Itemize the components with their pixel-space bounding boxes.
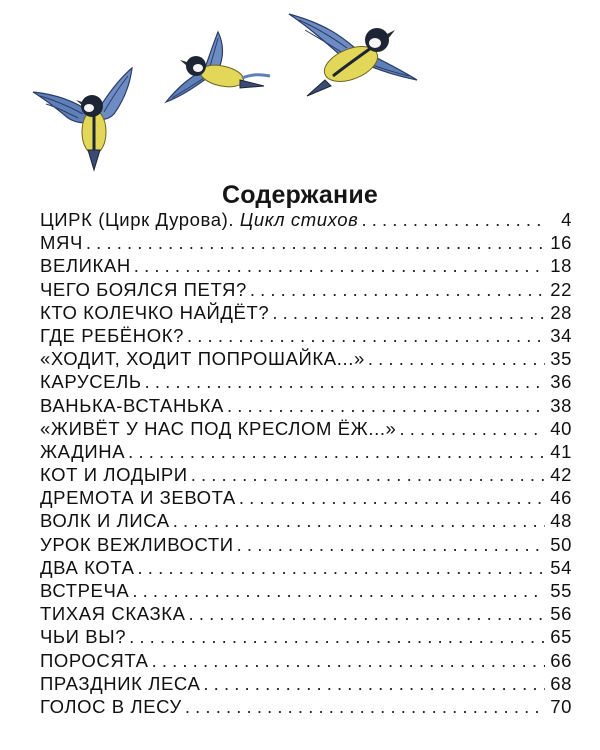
toc-entry-title: [40, 394, 224, 417]
toc-entry-title-text: КТО КОЛЕЧКО НАЙДЁТ?: [40, 301, 270, 323]
toc-entry: [40, 231, 572, 254]
toc-entry-page-number: 35: [550, 348, 572, 370]
toc-dot-leader: [189, 602, 545, 625]
toc-entry-title-text: ДРЕМОТА И ЗЕВОТА: [40, 487, 236, 509]
toc-entry-page-number: 56: [550, 603, 572, 625]
toc-entry-page-number: 66: [550, 649, 572, 671]
toc-entry-title: [40, 301, 269, 324]
toc-dot-leader: [203, 672, 545, 695]
toc-entry-page-number: 18: [550, 255, 572, 277]
toc-entry-page-number: 46: [550, 487, 572, 509]
toc-dot-leader: [128, 440, 545, 463]
toc-entry: [40, 347, 572, 370]
toc-entry-page-number: 70: [550, 695, 572, 717]
toc-entry-title-text: МЯЧ: [40, 232, 83, 254]
titmouse-bird-icon: [285, 6, 425, 101]
toc-entry-title-text: ТИХАЯ СКАЗКА: [40, 603, 186, 625]
toc-entry-title: [40, 486, 236, 509]
toc-entry-title: [40, 208, 358, 231]
table-of-contents: [40, 208, 572, 718]
toc-entry-page-number: 22: [550, 278, 572, 300]
toc-dot-leader: [227, 394, 545, 417]
toc-entry: [40, 649, 572, 672]
toc-entry: [40, 533, 572, 556]
toc-entry-title: [40, 602, 186, 625]
toc-entry-title-text: ПОРОСЯТА: [40, 649, 149, 671]
page-title: Содержание: [221, 180, 379, 209]
toc-entry-page-number: 36: [550, 371, 572, 393]
toc-entry-page-number: 41: [550, 440, 572, 462]
toc-entry: [40, 440, 572, 463]
toc-entry-title: [40, 672, 200, 695]
toc-entry: [40, 556, 572, 579]
toc-entry-title: [40, 533, 234, 556]
toc-entry: [40, 301, 572, 324]
toc-entry-title-text: «ЖИВЁТ У НАС ПОД КРЕСЛОМ ЁЖ...»: [40, 417, 397, 439]
toc-entry: [40, 417, 572, 440]
toc-entry-title: [40, 509, 170, 532]
flying-titmice-illustration: [0, 0, 600, 175]
toc-dot-leader: [138, 556, 545, 579]
toc-entry-title-text: ЧЬИ ВЫ?: [40, 626, 127, 648]
toc-entry-page-number: 68: [550, 672, 572, 694]
toc-entry-title: [40, 324, 184, 347]
toc-dot-leader: [185, 695, 545, 718]
toc-entry-page-number: 34: [550, 324, 572, 346]
toc-dot-leader: [368, 347, 545, 370]
toc-entry-title: [40, 440, 125, 463]
toc-entry: [40, 324, 572, 347]
toc-dot-leader: [399, 417, 545, 440]
toc-entry: [40, 278, 572, 301]
toc-dot-leader: [237, 533, 545, 556]
toc-entry-title-text: ЧЕГО БОЯЛСЯ ПЕТЯ?: [40, 278, 247, 300]
toc-entry-title: [40, 649, 149, 672]
toc-entry: [40, 579, 572, 602]
toc-dot-leader: [239, 486, 545, 509]
toc-entry-title-text: ЖАДИНА: [40, 440, 126, 462]
toc-dot-leader: [152, 649, 545, 672]
toc-entry-title: [40, 347, 365, 370]
toc-entry-title: [40, 556, 135, 579]
toc-entry-title-text: ВАНЬКА-ВСТАНЬКА: [40, 394, 224, 416]
toc-dot-leader: [173, 509, 545, 532]
toc-entry-title-text: ВСТРЕЧА: [40, 580, 130, 601]
toc-entry-title-text: ГДЕ РЕБЁНОК?: [40, 324, 184, 346]
toc-entry: [40, 695, 572, 718]
toc-entry-page-number: 4: [561, 209, 572, 230]
toc-dot-leader: [86, 231, 545, 254]
toc-dot-leader: [361, 208, 545, 231]
toc-entry-subtitle: Цикл стихов: [239, 209, 359, 230]
toc-entry-title-text: ЦИРК (Цирк Дурова).: [40, 209, 235, 230]
toc-entry-title: [40, 417, 396, 440]
toc-entry: [40, 463, 572, 486]
toc-dot-leader: [272, 301, 545, 324]
toc-entry: [40, 370, 572, 393]
toc-entry-title-text: УРОК ВЕЖЛИВОСТИ: [40, 533, 234, 555]
toc-entry-title-text: КАРУСЕЛЬ: [40, 371, 142, 393]
toc-entry-title-text: ВОЛК И ЛИСА: [40, 510, 170, 532]
toc-entry: [40, 394, 572, 417]
toc-entry: [40, 672, 572, 695]
toc-entry-title-text: ПРАЗДНИК ЛЕСА: [40, 672, 201, 694]
toc-entry-title-text: ВЕЛИКАН: [40, 255, 131, 277]
toc-entry-title-text: ГОЛОС В ЛЕСУ: [40, 695, 182, 717]
toc-entry-title: [40, 231, 83, 254]
toc-entry-title-text: «ХОДИТ, ХОДИТ ПОПРОШАЙКА...»: [40, 348, 365, 370]
toc-dot-leader: [132, 579, 545, 602]
toc-entry: [40, 254, 572, 277]
toc-dot-leader: [129, 625, 545, 648]
toc-entry-page-number: 48: [550, 510, 572, 532]
toc-entry-page-number: 42: [550, 464, 572, 486]
toc-entry-page-number: 50: [550, 533, 572, 555]
toc-entry-page-number: 65: [550, 626, 572, 648]
toc-entry-page-number: 40: [550, 417, 572, 439]
toc-entry-title: [40, 370, 142, 393]
toc-entry: [40, 509, 572, 532]
toc-dot-leader: [250, 278, 545, 301]
toc-entry-page-number: 16: [550, 232, 572, 254]
toc-dot-leader: [134, 254, 545, 277]
toc-dot-leader: [191, 463, 545, 486]
titmouse-bird-icon: [160, 30, 290, 110]
toc-entry-title: [40, 254, 131, 277]
toc-entry-page-number: 55: [550, 580, 572, 601]
toc-entry-title: [40, 579, 129, 602]
toc-entry-page-number: 54: [550, 556, 572, 578]
toc-entry-title-text: ДВА КОТА: [40, 556, 135, 578]
toc-dot-leader: [145, 370, 545, 393]
toc-entry-page-number: 28: [550, 301, 572, 323]
toc-entry-title: [40, 625, 126, 648]
toc-entry-page-number: 38: [550, 394, 572, 416]
toc-entry-title: [40, 463, 188, 486]
toc-entry-title-text: КОТ И ЛОДЫРИ: [40, 464, 188, 486]
toc-entry: [40, 602, 572, 625]
toc-entry: [40, 625, 572, 648]
toc-entry: [40, 208, 572, 231]
toc-dot-leader: [187, 324, 545, 347]
toc-entry-title: [40, 278, 247, 301]
titmouse-bird-icon: [28, 62, 148, 172]
toc-entry-title: [40, 695, 182, 718]
toc-entry: [40, 486, 572, 509]
